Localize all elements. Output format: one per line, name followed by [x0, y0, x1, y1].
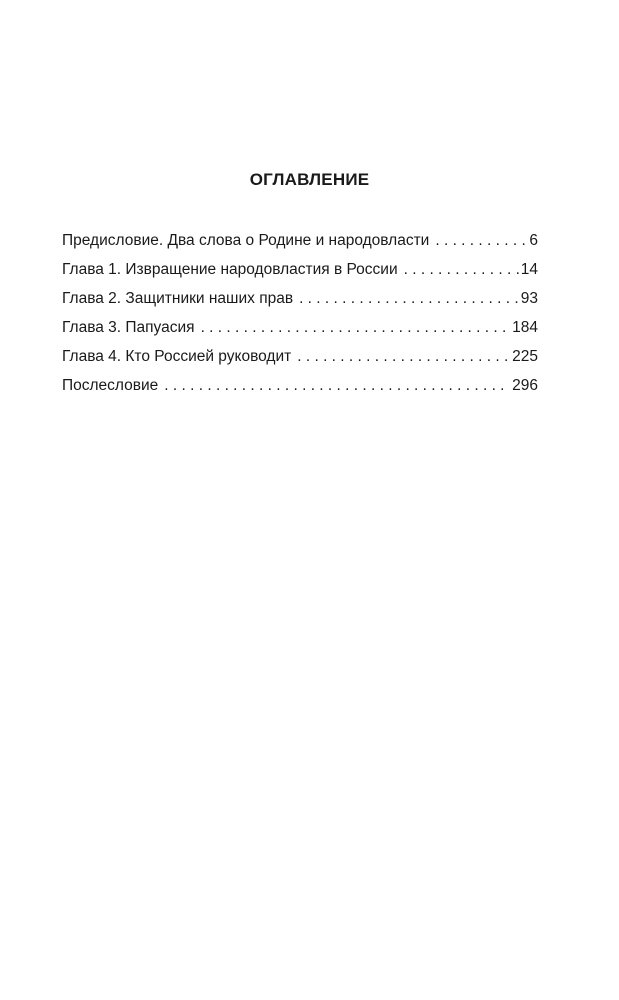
toc-entry-label: Глава 3. Папуасия [62, 319, 195, 336]
toc-entry-chapter-1 [62, 258, 538, 287]
toc-entry-page: 184 [512, 319, 538, 336]
toc-entry-page: 14 [520, 261, 538, 278]
toc-title: ОГЛАВЛЕНИЕ [249, 170, 370, 189]
toc-entry-page: 6 [529, 232, 538, 249]
toc-entry-afterword [62, 374, 538, 403]
toc-entry-page: 225 [512, 348, 538, 365]
toc-dot-leader [201, 316, 511, 340]
toc-entry-page: 93 [520, 290, 538, 307]
toc-dot-leader [297, 345, 510, 369]
toc-entry-label: Глава 2. Защитники наших прав [62, 290, 294, 307]
toc-entry-label: Предисловие. Два слова о Родине и народовласти [62, 232, 430, 249]
toc-dot-leader [299, 287, 519, 311]
toc-entry-label: Глава 4. Кто Россией руководит [62, 348, 292, 365]
toc-entry-preface [62, 229, 538, 258]
toc-list [62, 229, 538, 403]
toc-entry-chapter-3 [62, 316, 538, 345]
toc-dot-leader [435, 229, 527, 253]
toc-entry-page: 296 [512, 377, 538, 394]
toc-dot-leader [404, 258, 519, 282]
toc-entry-label: Послесловие [62, 377, 159, 394]
toc-entry-chapter-2 [62, 287, 538, 316]
toc-dot-leader [164, 374, 510, 398]
toc-entry-chapter-4 [62, 345, 538, 374]
toc-entry-label: Глава 1. Извращение народовластия в России [62, 261, 398, 278]
